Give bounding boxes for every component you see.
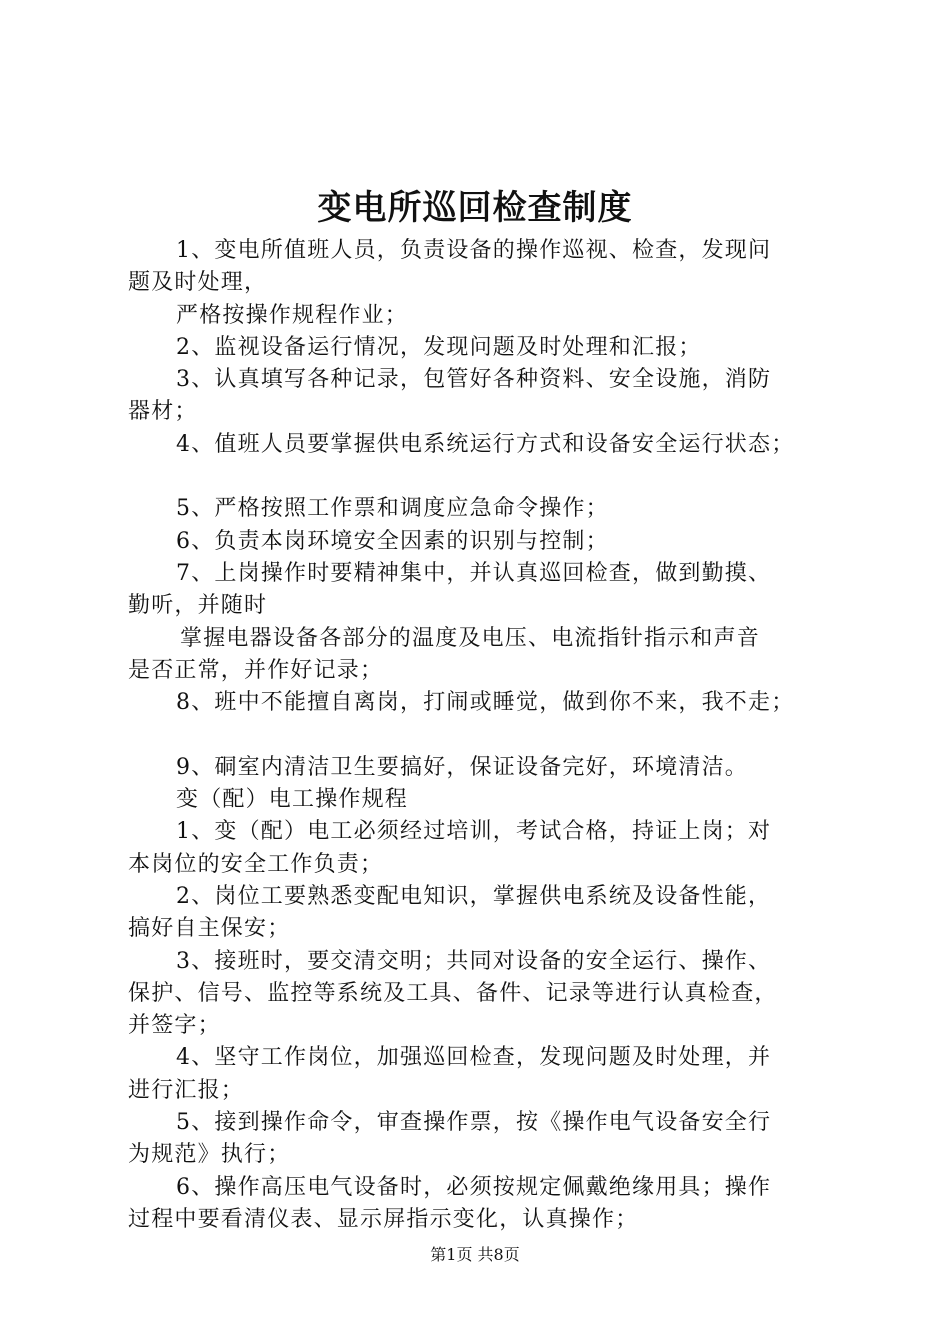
text-line: 3、接班时，要交清交明；共同对设备的安全运行、操作、 — [176, 948, 772, 974]
document-body — [128, 235, 840, 1236]
text-line: 2、监视设备运行情况，发现问题及时处理和汇报； — [176, 334, 702, 360]
text-line: 是否正常，并作好记录； — [128, 657, 384, 683]
text-line: 本岗位的安全工作负责； — [128, 851, 384, 877]
text-line: 5、接到操作命令，审查操作票，按《操作电气设备安全行 — [176, 1110, 772, 1136]
document-title: 变电所巡回检查制度 — [317, 188, 633, 228]
text-line: 4、坚守工作岗位，加强巡回检查，发现问题及时处理，并 — [176, 1045, 772, 1071]
text-line: 勤听，并随时 — [128, 593, 268, 619]
text-line: 2、岗位工要熟悉变配电知识，掌握供电系统及设备性能， — [176, 883, 772, 909]
text-line: 7、上岗操作时要精神集中，并认真巡回检查，做到勤摸、 — [176, 560, 772, 586]
text-line: 保护、信号、监控等系统及工具、备件、记录等进行认真检查， — [128, 980, 778, 1006]
text-line: 掌握电器设备各部分的温度及电压、电流指针指示和声音 — [180, 625, 761, 651]
text-line: 5、严格按照工作票和调度应急命令操作； — [176, 496, 609, 522]
text-line: 1、变（配）电工必须经过培训，考试合格，持证上岗；对 — [176, 819, 772, 845]
text-line: 并签字； — [128, 1013, 221, 1039]
text-line: 过程中要看清仪表、显示屏指示变化，认真操作； — [128, 1206, 639, 1232]
text-line: 题及时处理， — [128, 270, 268, 296]
text-line: 8、班中不能擅自离岗，打闹或睡觉，做到你不来，我不走； — [176, 690, 795, 716]
text-line: 6、负责本岗环境安全因素的识别与控制； — [176, 528, 609, 554]
section-heading: 变（配）电工操作规程 — [176, 787, 409, 813]
text-line: 1、变电所值班人员，负责设备的操作巡视、检查，发现问 — [176, 238, 772, 263]
text-line: 为规范》执行； — [128, 1142, 291, 1168]
text-line: 搞好自主保安； — [128, 916, 291, 942]
text-line: 9、硐室内清洁卫生要搞好，保证设备完好，环境清洁。 — [176, 754, 748, 780]
blank-line — [128, 719, 840, 751]
page-footer: 第1页 共8页 — [430, 1245, 520, 1264]
text-line: 器材； — [128, 399, 198, 425]
text-line: 4、值班人员要掌握供电系统运行方式和设备安全运行状态； — [176, 431, 795, 457]
blank-line — [128, 461, 840, 493]
text-line: 进行汇报； — [128, 1077, 245, 1103]
text-line: 严格按操作规程作业； — [176, 302, 409, 328]
text-line: 3、认真填写各种记录，包管好各种资料、安全设施，消防 — [176, 367, 772, 393]
text-line: 6、操作高压电气设备时，必须按规定佩戴绝缘用具；操作 — [176, 1174, 772, 1200]
